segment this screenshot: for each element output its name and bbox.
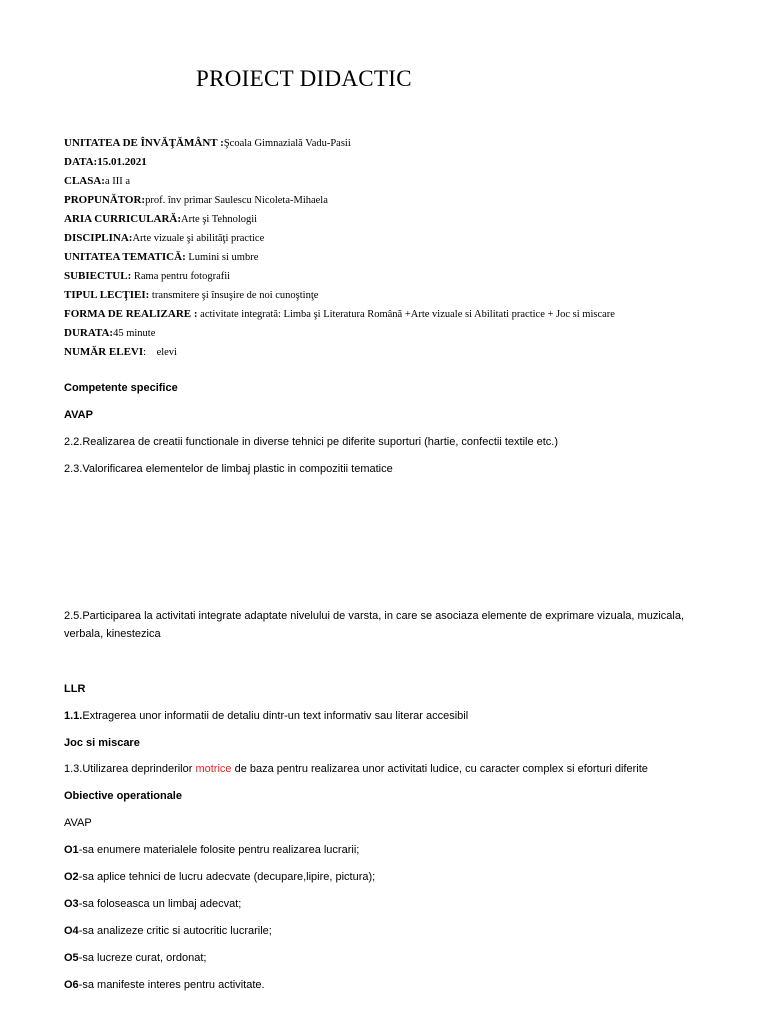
competenta-1-1	[64, 709, 468, 723]
competenta-text-end: de baza pentru realizarea unor activitati ludice, cu caracter complex si eforturi diferite	[231, 763, 648, 775]
field-numar-elevi	[64, 345, 177, 360]
page-title: PROIECT DIDACTIC	[196, 66, 412, 91]
field-label: DATA:15.01.2021	[64, 156, 147, 168]
field-value: Lumini si umbre	[185, 252, 259, 263]
field-value: a III a	[104, 176, 131, 187]
field-forma-de-realizare	[64, 307, 615, 322]
field-propunator	[64, 193, 328, 208]
field-label: SUBIECTUL:	[64, 270, 132, 282]
field-label: ARIA CURRICULARĂ:	[64, 213, 182, 225]
objective-code: O1	[64, 844, 79, 856]
competenta-number: 1.1.	[64, 710, 83, 722]
objective-text: -sa manifeste interes pentru activitate.	[78, 979, 265, 991]
objective-code: O4	[64, 925, 79, 937]
competenta-2-3: 2.3.Valorificarea elementelor de limbaj plastic in compozitii tematice	[64, 463, 393, 475]
avap-heading	[64, 408, 93, 422]
llr-heading	[64, 682, 85, 696]
competente-heading-text: Competente specifice	[64, 382, 178, 394]
field-label: UNITATEA TEMATICĂ:	[64, 251, 186, 263]
field-durata	[64, 326, 155, 341]
field-label: UNITATEA DE ÎNVĂŢĂMÂNT :	[64, 137, 224, 149]
field-label: NUMĂR ELEVI	[64, 346, 144, 358]
objective-code: O2	[64, 871, 79, 883]
objective-text: -sa foloseasca un limbaj adecvat;	[78, 898, 242, 910]
llr-heading-text: LLR	[64, 683, 86, 695]
objective-o4	[64, 924, 272, 938]
objective-text: -sa lucreze curat, ordonat;	[78, 952, 207, 964]
objective-code: O3	[64, 898, 79, 910]
competenta-2-2: 2.2.Realizarea de creatii functionale in diverse tehnici pe diferite suporturi (hartie, confectii textile etc.)	[64, 436, 559, 448]
field-value: 45 minute	[113, 328, 156, 339]
objective-o2	[64, 870, 375, 884]
avap-heading-text: AVAP	[64, 409, 93, 421]
objective-o6	[64, 978, 265, 992]
field-subiectul	[64, 269, 230, 284]
field-unitatea-tematica	[64, 250, 258, 265]
objective-o1	[64, 843, 359, 857]
obiective-heading-text: Obiective operationale	[64, 790, 182, 802]
competenta-2-5: 2.5.Participarea la activitati integrate adaptate nivelului de varsta, in care se asociaza elemente de exprimare vizuala, muzicala, verbala, kinestezica	[64, 610, 684, 640]
joc-heading	[64, 736, 140, 750]
field-value: Rama pentru fotografii	[131, 271, 231, 282]
field-aria-curriculara	[64, 212, 257, 227]
obiective-heading	[64, 789, 182, 803]
objective-o3	[64, 897, 241, 911]
field-label: FORMA DE REALIZARE :	[64, 308, 198, 320]
field-value: transmitere şi însuşire de noi cunoştinţe	[149, 290, 319, 301]
field-data	[64, 155, 147, 170]
competenta-text-start: 1.3.Utilizarea deprinderilor	[64, 763, 196, 775]
highlighted-word: motrice	[195, 763, 232, 775]
field-unitatea	[64, 136, 351, 151]
field-value: Şcoala Gimnazială Vadu-Pasii	[223, 138, 351, 149]
field-label: TIPUL LECŢIEI:	[64, 289, 150, 301]
field-value: : elevi	[143, 347, 177, 358]
joc-heading-text: Joc si miscare	[64, 737, 140, 749]
field-disciplina	[64, 231, 264, 246]
competenta-text: Extragerea unor informatii de detaliu dintr-un text informativ sau literar accesibil	[82, 710, 469, 722]
field-label: DURATA:	[64, 327, 114, 339]
field-label: DISCIPLINA:	[64, 232, 133, 244]
objective-code: O5	[64, 952, 79, 964]
field-label: PROPUNĂTOR:	[64, 194, 146, 206]
field-value: Arte vizuale şi abilităţi practice	[132, 233, 265, 244]
objective-text: -sa enumere materialele folosite pentru realizarea lucrarii;	[78, 844, 360, 856]
field-tipul-lectiei	[64, 288, 318, 303]
competente-heading	[64, 381, 178, 395]
field-value: prof. înv primar Saulescu Nicoleta-Mihaela	[145, 195, 328, 206]
competenta-1-3	[64, 762, 648, 776]
field-value: activitate integrată: Limba şi Literatura Română +Arte vizuale si Abilitati practice + Joc si miscare	[197, 309, 615, 320]
objective-code: O6	[64, 979, 79, 991]
field-label: CLASA:	[64, 175, 105, 187]
avap-heading-2: AVAP	[64, 817, 92, 829]
field-value: Arte şi Tehnologii	[181, 214, 258, 225]
objective-text: -sa analizeze critic si autocritic lucrarile;	[78, 925, 272, 937]
objective-text: -sa aplice tehnici de lucru adecvate (decupare,lipire, pictura);	[78, 871, 376, 883]
field-clasa	[64, 174, 130, 189]
objective-o5	[64, 951, 206, 965]
